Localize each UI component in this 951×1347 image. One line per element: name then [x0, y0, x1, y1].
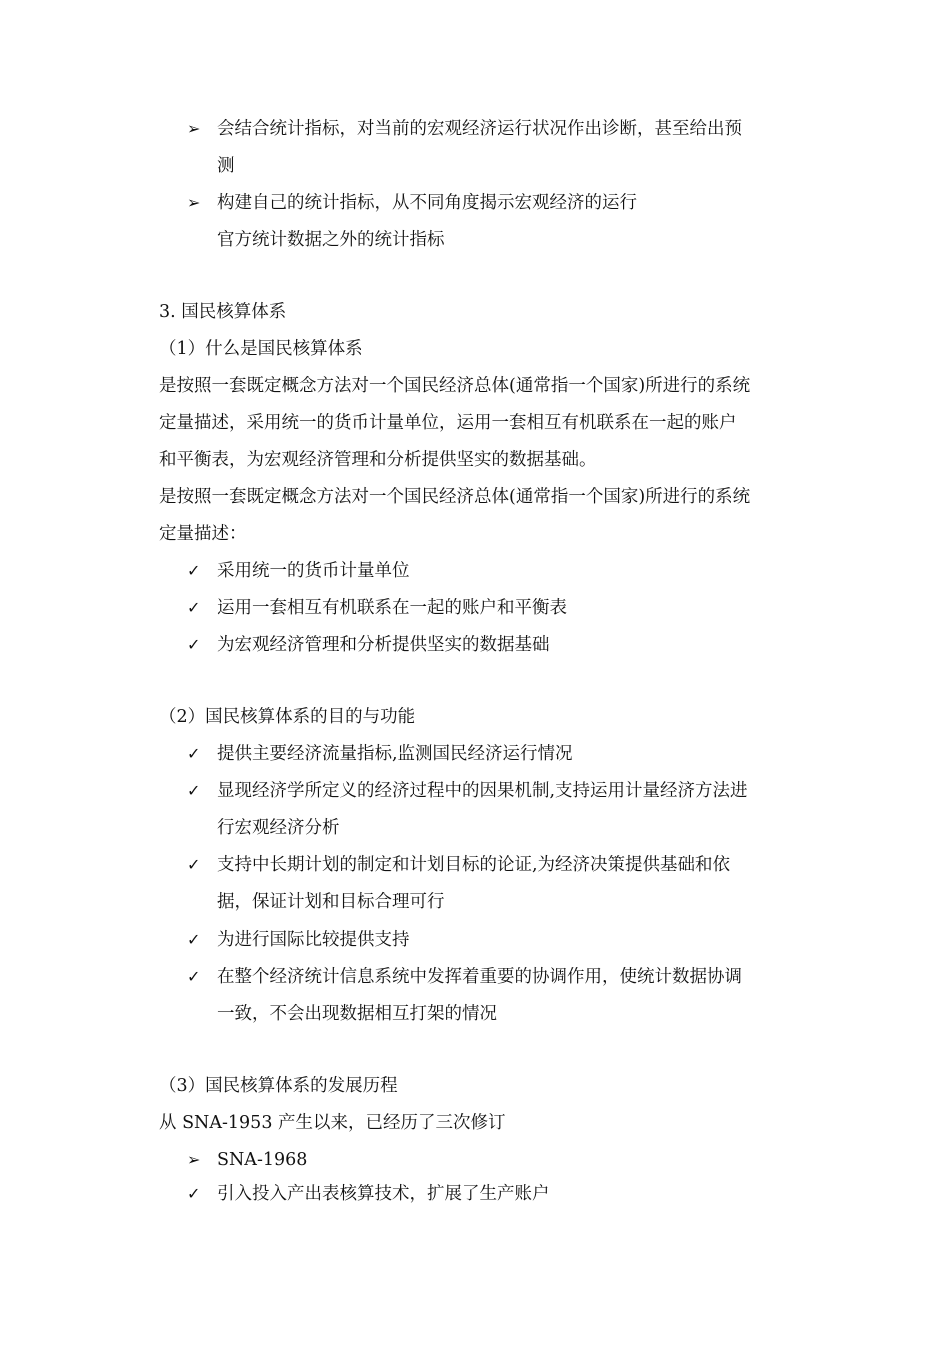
- subsection-2-heading: （2）国民核算体系的目的与功能: [159, 707, 416, 727]
- sub1-check-item-2: 运用一套相互有机联系在一起的账户和平衡表: [217, 598, 567, 618]
- sub1-check-item-3: 为宏观经济管理和分析提供坚实的数据基础: [217, 635, 550, 655]
- sub3-intro-line: 从 SNA-1953 产生以来，已经历了三次修订: [159, 1113, 506, 1133]
- sub3-arrow-item: SNA-1968: [217, 1150, 308, 1170]
- check-bullet-icon: ✓: [187, 1184, 201, 1203]
- check-bullet-icon: ✓: [187, 635, 201, 654]
- check-bullet-icon: ✓: [187, 781, 201, 800]
- check-bullet-icon: ✓: [187, 967, 201, 986]
- sub2-check-item-1: 提供主要经济流量指标,监测国民经济运行情况: [217, 744, 573, 764]
- sub2-check-item-5-line-1: 在整个经济统计信息系统中发挥着重要的协调作用，使统计数据协调: [217, 967, 742, 987]
- sub1-check-item-1: 采用统一的货币计量单位: [217, 561, 410, 581]
- sub2-check-item-3-line-2: 据，保证计划和目标合理可行: [217, 892, 445, 912]
- intro-item-2-line-1: 构建自己的统计指标，从不同角度揭示宏观经济的运行: [217, 193, 637, 213]
- subsection-1-heading: （1）什么是国民核算体系: [159, 339, 363, 359]
- intro-item-2-line-2: 官方统计数据之外的统计指标: [217, 230, 445, 250]
- arrow-bullet-icon: ➢: [187, 119, 201, 138]
- arrow-bullet-icon: ➢: [187, 193, 201, 212]
- sub2-check-item-4: 为进行国际比较提供支持: [217, 930, 410, 950]
- check-bullet-icon: ✓: [187, 744, 201, 763]
- intro-item-1-line-2: 测: [217, 156, 235, 176]
- paragraph-2-line-2: 定量描述：: [159, 524, 247, 544]
- paragraph-1-line-3: 和平衡表，为宏观经济管理和分析提供坚实的数据基础。: [159, 450, 597, 470]
- check-bullet-icon: ✓: [187, 855, 201, 874]
- sub2-check-item-3-line-1: 支持中长期计划的制定和计划目标的论证,为经济决策提供基础和依: [217, 855, 731, 875]
- intro-item-1-line-1: 会结合统计指标，对当前的宏观经济运行状况作出诊断，甚至给出预: [217, 119, 742, 139]
- section-3-heading: 3. 国民核算体系: [159, 302, 287, 322]
- arrow-bullet-icon: ➢: [187, 1150, 201, 1169]
- check-bullet-icon: ✓: [187, 930, 201, 949]
- sub3-check-item: 引入投入产出表核算技术，扩展了生产账户: [217, 1184, 550, 1204]
- paragraph-2-line-1: 是按照一套既定概念方法对一个国民经济总体(通常指一个国家)所进行的系统: [159, 487, 751, 507]
- sub2-check-item-2-line-1: 显现经济学所定义的经济过程中的因果机制,支持运用计量经济方法进: [217, 781, 748, 801]
- paragraph-1-line-1: 是按照一套既定概念方法对一个国民经济总体(通常指一个国家)所进行的系统: [159, 376, 751, 396]
- sub2-check-item-5-line-2: 一致，不会出现数据相互打架的情况: [217, 1004, 497, 1024]
- sub2-check-item-2-line-2: 行宏观经济分析: [217, 818, 340, 838]
- paragraph-1-line-2: 定量描述，采用统一的货币计量单位，运用一套相互有机联系在一起的账户: [159, 413, 737, 433]
- subsection-3-heading: （3）国民核算体系的发展历程: [159, 1076, 398, 1096]
- check-bullet-icon: ✓: [187, 561, 201, 580]
- check-bullet-icon: ✓: [187, 598, 201, 617]
